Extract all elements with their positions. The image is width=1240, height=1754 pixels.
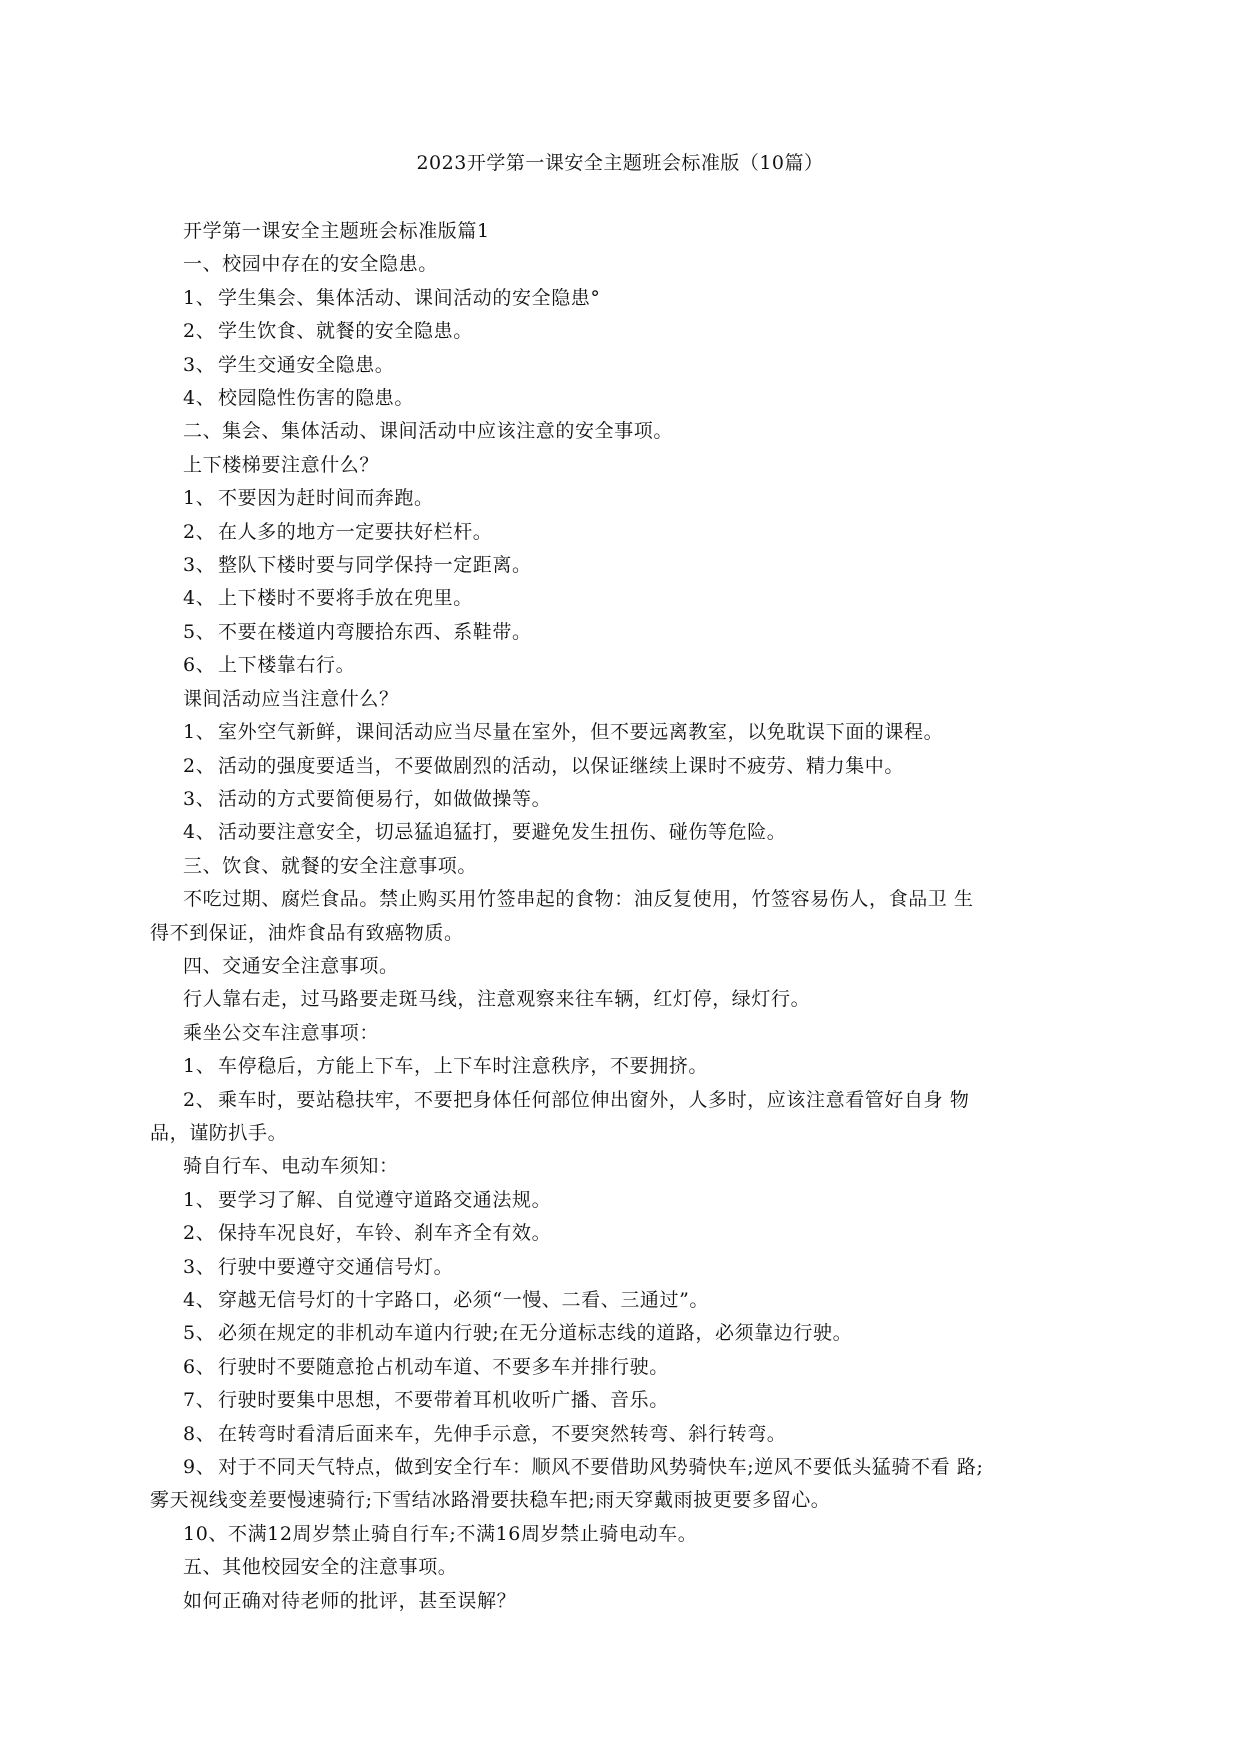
item-number: 1、 [183,1188,216,1211]
paragraph-continuation [150,1484,1063,1517]
item-number: 四、 [183,954,223,977]
numbered-item [183,1050,1063,1083]
document-body [150,215,1063,1618]
item-number: 5、 [183,620,216,643]
numbered-item [183,1518,1063,1551]
line-text: 保持车况良好，车铃、刹车齐全有效。 [218,1222,552,1245]
item-number: 3、 [183,554,216,577]
numbered-item [183,1451,1063,1484]
line-text: 不要在楼道内弯腰拾东西、系鞋带。 [218,620,532,643]
line-text: 学生交通安全隐患。 [218,353,395,376]
item-number: 一、 [183,253,223,276]
line-text: 如何正确对待老师的批评，甚至误解？ [183,1589,517,1612]
line-text: 饮食、就餐的安全注意事项。 [222,854,478,877]
item-number: 2、 [183,1088,216,1111]
line-text: 活动的强度要适当，不要做剧烈的活动，以保证继续上课时不疲劳、精力集中。 [218,754,905,777]
item-number: 3、 [183,787,216,810]
numbered-item [183,349,1063,382]
item-number: 五、 [183,1556,223,1579]
numbered-item [183,1351,1063,1384]
line-text: 集会、集体活动、课间活动中应该注意的安全事项。 [222,420,674,443]
paragraph-continuation [150,917,1063,950]
item-number: 6、 [183,654,216,677]
item-number: 3、 [183,1255,216,1278]
item-number: 7、 [183,1389,216,1412]
item-number: 三、 [183,854,223,877]
numbered-item [183,850,1063,883]
numbered-item [183,1217,1063,1250]
paragraph-line [183,683,1063,716]
line-text: 行人靠右走，过马路要走斑马线，注意观察来往车辆，红灯停，绿灯行。 [183,988,811,1011]
line-text: 车停稳后，方能上下车，上下车时注意秩序，不要拥挤。 [218,1055,709,1078]
numbered-item [183,816,1063,849]
line-text: 活动的方式要简便易行，如做做操等。 [218,787,552,810]
item-number: 1、 [183,721,216,744]
numbered-item [183,282,1063,315]
paragraph-line [183,1017,1063,1050]
numbered-item [183,582,1063,615]
line-text: 行驶中要遵守交通信号灯。 [218,1255,454,1278]
paragraph-line [183,883,1063,916]
numbered-item [183,783,1063,816]
line-text: 上下楼靠右行。 [218,654,356,677]
line-text: 对于不同天气特点，做到安全行车：顺风不要借助风势骑快车;逆风不要低头猛骑不看 路; [218,1456,984,1479]
item-number: 4、 [183,587,216,610]
line-text: 必须在规定的非机动车道内行驶;在无分道标志线的道路，必须靠边行驶。 [218,1322,853,1345]
paragraph-line [183,1150,1063,1183]
line-text: 得不到保证，油炸食品有致癌物质。 [150,921,464,944]
numbered-item [183,1251,1063,1284]
line-text: 活动要注意安全，切忌猛追猛打，要避免发生扭伤、碰伤等危险。 [218,821,787,844]
paragraph-line [183,215,1063,248]
numbered-item [183,716,1063,749]
item-number: 4、 [183,387,216,410]
numbered-item [183,616,1063,649]
line-text: 开学第一课安全主题班会标准版篇1 [183,220,490,242]
line-text: 骑自行车、电动车须知： [183,1155,399,1178]
item-number: 二、 [183,420,223,443]
numbered-item [183,315,1063,348]
line-text: 上下楼时不要将手放在兜里。 [218,587,473,610]
line-text: 雾天视线变差要慢速骑行;下雪结冰路滑要扶稳车把;雨天穿戴雨披更要多留心。 [150,1489,831,1512]
line-text: 整队下楼时要与同学保持一定距离。 [218,554,532,577]
line-text: 上下楼梯要注意什么？ [183,453,380,476]
line-text: 在人多的地方一定要扶好栏杆。 [218,520,493,543]
paragraph-line [183,983,1063,1016]
numbered-item [183,516,1063,549]
line-text: 学生饮食、就餐的安全隐患。 [218,320,473,343]
line-text: 其他校园安全的注意事项。 [222,1556,458,1579]
item-number: 8、 [183,1422,216,1445]
line-text: 学生集会、集体活动、课间活动的安全隐患° [218,286,601,309]
line-text: 课间活动应当注意什么？ [183,687,399,710]
line-text: 校园中存在的安全隐患。 [222,253,438,276]
paragraph-line [183,449,1063,482]
line-text: 要学习了解、自觉遵守道路交通法规。 [218,1188,552,1211]
numbered-item [183,1317,1063,1350]
numbered-item [183,1284,1063,1317]
item-number: 1、 [183,487,216,510]
line-text: 乘车时，要站稳扶牢，不要把身体任何部位伸出窗外，人多时，应该注意看管好自身 物 [218,1088,970,1111]
numbered-item [183,549,1063,582]
document-title: 2023开学第一课安全主题班会标准版（10篇） [416,152,824,174]
line-text: 不满12周岁禁止骑自行车;不满16周岁禁止骑电动车。 [227,1522,698,1545]
numbered-item [183,1418,1063,1451]
item-number: 3、 [183,353,216,376]
item-number: 6、 [183,1355,216,1378]
line-text: 在转弯时看清后面来车，先伸手示意，不要突然转弯、斜行转弯。 [218,1422,787,1445]
item-number: 4、 [183,1289,216,1311]
line-text: 校园隐性伤害的隐患。 [218,387,415,410]
line-text: 行驶时要集中思想，不要带着耳机收听广播、音乐。 [218,1389,669,1412]
item-number: 10、 [183,1522,228,1545]
numbered-item [183,248,1063,281]
item-number: 1、 [183,286,216,309]
item-number: 2、 [183,520,216,543]
line-text: 交通安全注意事项。 [222,954,399,977]
paragraph-line [183,1585,1063,1618]
line-text: 室外空气新鲜，课间活动应当尽量在室外，但不要远离教室，以免耽误下面的课程。 [218,721,944,744]
line-text: 不吃过期、腐烂食品。禁止购买用竹签串起的食物：油反复使用，竹签容易伤人，食品卫 生 [183,888,974,911]
paragraph-continuation [150,1117,1063,1150]
numbered-item [183,750,1063,783]
line-text: 乘坐公交车注意事项： [183,1021,380,1044]
line-text: 穿越无信号灯的十字路口，必须“一慢、二看、三通过”。 [218,1289,710,1311]
numbered-item [183,1184,1063,1217]
numbered-item [183,415,1063,448]
line-text: 不要因为赶时间而奔跑。 [218,487,434,510]
numbered-item [183,382,1063,415]
numbered-item [183,1551,1063,1584]
item-number: 2、 [183,754,216,777]
item-number: 5、 [183,1322,216,1345]
line-text: 行驶时不要随意抢占机动车道、不要多车并排行驶。 [218,1355,669,1378]
item-number: 2、 [183,320,216,343]
numbered-item [183,649,1063,682]
line-text: 品，谨防扒手。 [150,1121,288,1144]
numbered-item [183,1384,1063,1417]
numbered-item [183,1084,1063,1117]
numbered-item [183,482,1063,515]
item-number: 9、 [183,1456,216,1479]
item-number: 1、 [183,1055,216,1078]
item-number: 2、 [183,1222,216,1245]
numbered-item [183,950,1063,983]
item-number: 4、 [183,821,216,844]
